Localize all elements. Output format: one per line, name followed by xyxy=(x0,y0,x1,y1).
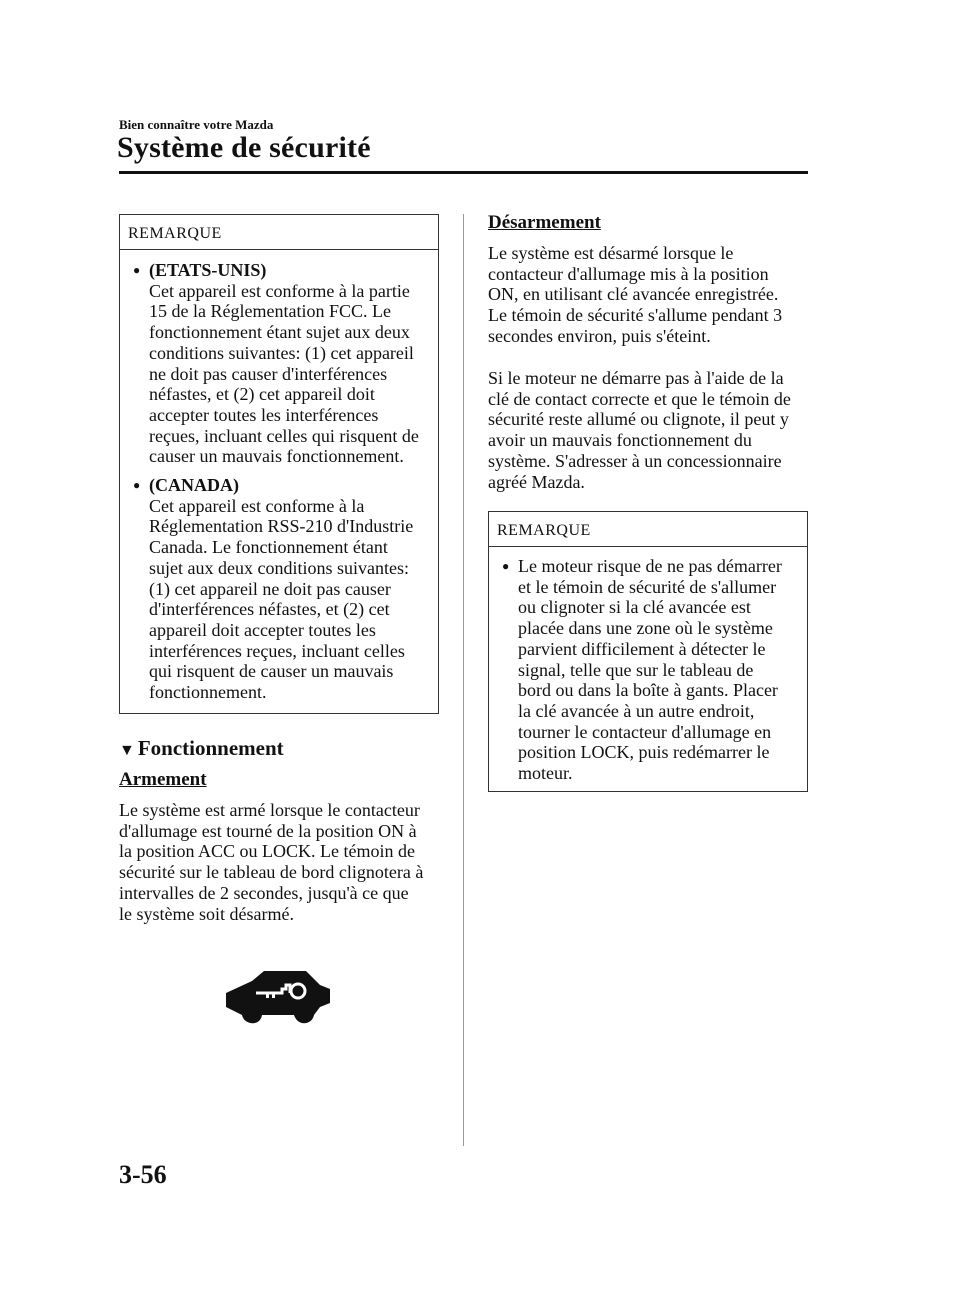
bullet-icon: ● xyxy=(502,559,510,573)
note-title-text: REMARQUE xyxy=(128,225,222,242)
subheading-desarmement: Désarmement xyxy=(488,212,601,233)
note-item-usa xyxy=(120,260,438,467)
section-heading-fonctionnement xyxy=(119,736,284,761)
desarmement-paragraph-2: Si le moteur ne démarre pas à l'aide de la clé de contact correcte et que le témoin de sécurité reste allumé ou clignote, il peut y avoir un mauvais fonctionnement du système. S'adresser à un concessionnaire agréé Mazda. xyxy=(488,368,791,492)
note-item-heading: (ETATS-UNIS) xyxy=(149,260,267,280)
note-item-heading: (CANADA) xyxy=(149,475,239,496)
note-item-canada xyxy=(120,475,438,703)
note-title-text: REMARQUE xyxy=(497,522,591,539)
armement-paragraph: Le système est armé lorsque le contacteur d'allumage est tourné de la position ON à la position ACC ou LOCK. Le témoin de sécurité sur le tableau de bord clignotera à intervalles de 2 secondes, jusqu'à ce que le système soit désarmé. xyxy=(119,800,424,924)
page-title: Système de sécurité xyxy=(117,131,371,164)
note-box-left xyxy=(119,214,439,714)
page-number: 3-56 xyxy=(119,1160,167,1189)
car-key-icon xyxy=(222,967,334,1029)
note-title xyxy=(489,512,807,547)
note-item-engine xyxy=(489,556,807,784)
header-section: Bien connaître votre Mazda xyxy=(119,117,274,132)
section-marker-icon: ▼ xyxy=(119,742,135,759)
note-title xyxy=(120,215,438,250)
desarmement-paragraph-1: Le système est désarmé lorsque le contacteur d'allumage mis à la position ON, en utilisant clé avancée enregistrée. Le témoin de sécurité s'allume pendant 3 secondes environ, puis s'éteint. xyxy=(488,243,783,346)
note-item-body: Le moteur risque de ne pas démarrer et le témoin de sécurité de s'allumer ou clignoter si la clé avancée est placée dans une zone où le système parvient difficilement à détecter le signal, telle que sur le tableau de bord ou dans la boîte à gants. Placer la clé avancée à un autre endroit, tourner le contacteur d'allumage en position LOCK, puis redémarrer le moteur. xyxy=(518,556,782,784)
note-box-right xyxy=(488,511,808,792)
subheading-armement: Armement xyxy=(119,769,207,790)
note-item-body: Cet appareil est conforme à la Réglementation RSS-210 d'Industrie Canada. Le fonctionnement étant sujet aux deux conditions suivantes: (1) cet appareil ne doit pas causer d'interférences néfastes, et (2) cet appareil doit accepter toutes les interférences reçues, incluant celles qui risquent de causer un mauvais fonctionnement. xyxy=(149,495,414,703)
bullet-icon: ● xyxy=(133,263,141,277)
header-rule xyxy=(119,171,808,174)
column-divider xyxy=(463,214,464,1146)
section-heading-text: Fonctionnement xyxy=(137,736,284,760)
note-item-body: Cet appareil est conforme à la partie 15 de la Réglementation FCC. Le fonctionnement étant sujet aux deux conditions suivantes: (1) cet appareil ne doit pas causer d'interférences néfastes, et (2) cet appareil doit accepter toutes les interférences reçues, incluant celles qui risquent de causer un mauvais fonctionnement. xyxy=(149,280,419,467)
bullet-icon: ● xyxy=(133,478,141,493)
